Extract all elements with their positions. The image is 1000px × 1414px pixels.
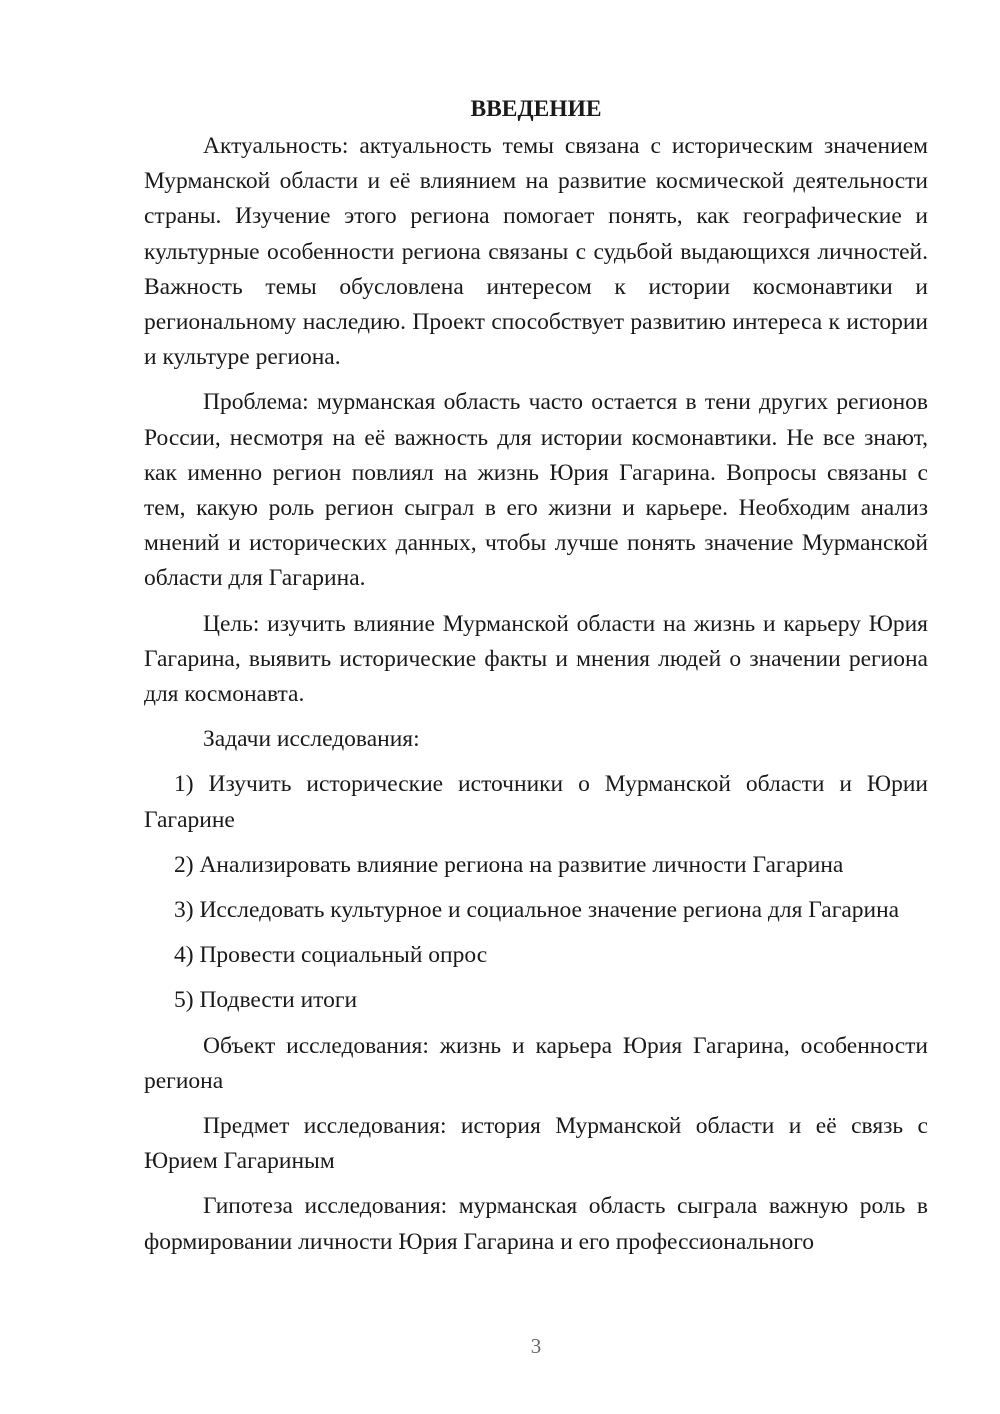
task-item-1: 1) Изучить исторические источники о Мурманской области и Юрии Гагарине <box>144 771 928 833</box>
section-heading: ВВЕДЕНИЕ <box>470 96 602 122</box>
paragraph-goal: Цель: изучить влияние Мурманской области на жизнь и карьеру Юрия Гагарина, выявить исторические факты и мнения людей о значении региона для космонавта. <box>144 610 928 708</box>
paragraph-relevance: Актуальность: актуальность темы связана с историческим значением Мурманской области и её влиянием на развитие космической деятельности страны. Изучение этого региона помогает понять, как географические и культурные особенности региона связаны с судьбой выдающихся личностей. Важность темы обусловлена интересом к истории космонавтики и региональному наследию. Проект способствует развитию интереса к истории и культуре региона. <box>144 133 928 371</box>
paragraph-research-hypothesis: Гипотеза исследования: мурманская область сыграла важную роль в формировании личности Юрия Гагарина и его профессионального <box>144 1193 928 1255</box>
paragraph-research-object: Объект исследования: жизнь и карьера Юрия Гагарина, особенности региона <box>144 1032 928 1094</box>
task-item-5: 5) Подвести итоги <box>174 987 358 1014</box>
task-item-2: 2) Анализировать влияние региона на развитие личности Гагарина <box>174 851 844 878</box>
paragraph-research-subject: Предмет исследования: история Мурманской области и её связь с Юрием Гагариным <box>144 1113 928 1175</box>
task-item-4: 4) Провести социальный опрос <box>174 942 488 969</box>
page-number: 3 <box>530 1334 542 1358</box>
task-item-3: 3) Исследовать культурное и социальное значение региона для Гагарина <box>174 897 900 924</box>
paragraph-problem: Проблема: мурманская область часто остается в тени других регионов России, несмотря на её важность для истории космонавтики. Не все знают, как именно регион повлиял на жизнь Юрия Гагарина. Вопросы связаны с тем, какую роль регион сыграл в его жизни и карьере. Необходим анализ мнений и исторических данных, чтобы лучше понять значение Мурманской области для Гагарина. <box>144 389 928 592</box>
page-content <box>144 92 928 1270</box>
tasks-title: Задачи исследования: <box>203 726 420 753</box>
